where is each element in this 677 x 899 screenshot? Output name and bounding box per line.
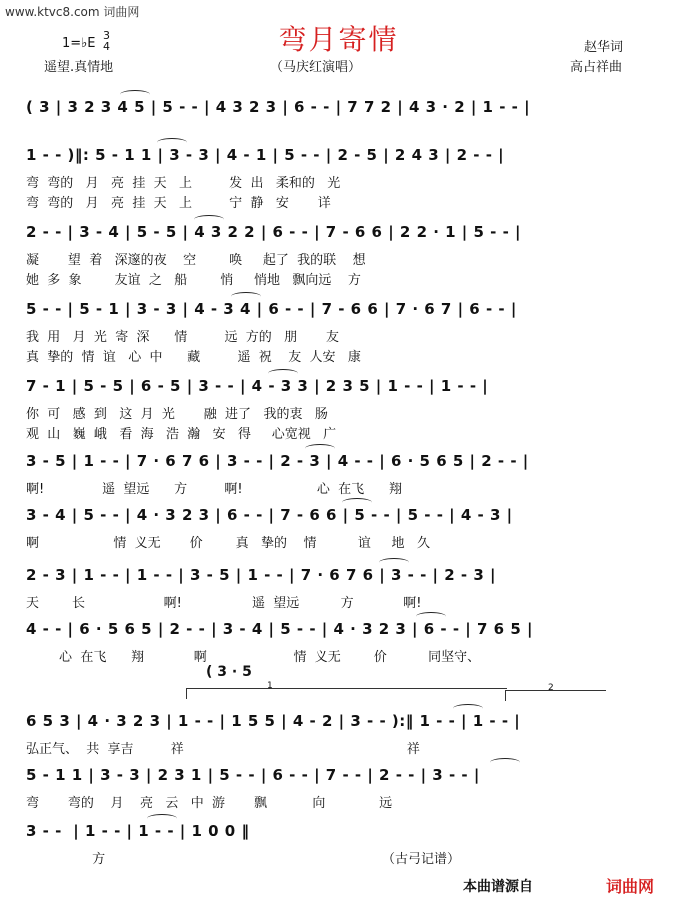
notation-row: 3 - 4 | 5 - - | 4 · 3 2 3 | 6 - - | 7 - 6 6 | 5 - - | 5 - - | 4 - 3 | (26, 506, 513, 524)
notation-row: 6 5 3 | 4 · 3 2 3 | 1 - - | 1 5 5 | 4 - 2 | 3 - - ):‖ 1 - - | 1 - - | (26, 712, 521, 730)
slur-mark (231, 292, 261, 301)
song-title: 弯月寄情 (278, 23, 399, 56)
lyric-line: 啊 情 义无 价 真 挚的 情 谊 地 久 (26, 536, 430, 551)
volta-1-bracket (186, 681, 507, 699)
lyric-line: 天 长 啊! 遥 望远 方 啊! (26, 596, 422, 611)
volta-2-number: 2 (548, 683, 554, 693)
slur-mark (379, 558, 409, 567)
watermark: www.ktvc8.com 词曲网 (5, 5, 140, 19)
lyric-line: 你 可 感 到 这 月 光 融 进了 我的衷 肠 (26, 407, 328, 422)
lyric-line: 弯 弯的 月 亮 挂 天 上 宁 静 安 详 (26, 196, 331, 211)
slur-mark (305, 444, 335, 453)
composer: 高占祥曲 (570, 60, 623, 75)
notation-row: 7 - 1 | 5 - 5 | 6 - 5 | 3 - - | 4 - 3 3 | 2 3 5 | 1 - - | 1 - - | (26, 377, 489, 395)
key-signature: 1=♭E (62, 36, 96, 51)
slur-mark (342, 498, 372, 507)
coda-marker: ( 3 · 5 (206, 664, 252, 680)
performer: （马庆红演唱） (270, 60, 362, 75)
footer-site[interactable]: 词曲网 (606, 877, 655, 896)
notation-row: 3 - - | 1 - - | 1 - - | 1 0 0 ‖ (26, 822, 250, 840)
slur-mark (268, 369, 298, 378)
lyric-line: 弯 弯的 月 亮 挂 天 上 发 出 柔和的 光 (26, 176, 341, 191)
lyric-line: 啊! 遥 望远 方 啊! 心 在飞 翔 (26, 482, 402, 497)
lyric-line: 方 （古弓记谱） (26, 852, 460, 867)
lyric-line: 她 多 象 友谊 之 船 悄 悄地 飘向远 方 (26, 273, 361, 288)
slur-mark (453, 704, 483, 713)
lyric-line: 真 挚的 情 谊 心 中 藏 遥 祝 友 人安 康 (26, 350, 361, 365)
slur-mark (120, 90, 150, 99)
lyric-line: 观 山 巍 峨 看 海 浩 瀚 安 得 心宽视 广 (26, 427, 337, 442)
notation-row: 2 - - | 3 - 4 | 5 - 5 | 4 3 2 2 | 6 - - | 7 - 6 6 | 2 2 · 1 | 5 - - | (26, 223, 522, 241)
notation-row: 5 - 1 1 | 3 - 3 | 2 3 1 | 5 - - | 6 - - | 7 - - | 2 - - | 3 - - | (26, 766, 480, 784)
volta-2-bracket (505, 683, 606, 701)
lyricist: 赵华词 (584, 40, 624, 55)
slur-mark (490, 758, 520, 767)
volta-1-number: 1 (267, 681, 273, 691)
notation-row: 5 - - | 5 - 1 | 3 - 3 | 4 - 3 4 | 6 - - | 7 - 6 6 | 7 · 6 7 | 6 - - | (26, 300, 517, 318)
notation-row: 1 - - )‖: 5 - 1 1 | 3 - 3 | 4 - 1 | 5 - - | 2 - 5 | 2 4 3 | 2 - - | (26, 146, 505, 164)
time-signature (103, 30, 110, 52)
notation-row: 2 - 3 | 1 - - | 1 - - | 3 - 5 | 1 - - | 7 · 6 7 6 | 3 - - | 2 - 3 | (26, 566, 496, 584)
slur-mark (194, 215, 224, 224)
time-denominator: 4 (103, 40, 110, 53)
lyric-line: 我 用 月 光 寄 深 情 远 方的 朋 友 (26, 330, 340, 345)
notation-row: 3 - 5 | 1 - - | 7 · 6 7 6 | 3 - - | 2 - 3 | 4 - - | 6 · 5 6 5 | 2 - - | (26, 452, 529, 470)
lyric-line: 凝 望 着 深邃的夜 空 唤 起了 我的联 想 (26, 253, 366, 268)
time-numerator: 3 (103, 29, 110, 42)
lyric-line: 弘正气、 共 享吉 祥 祥 (26, 742, 420, 757)
slur-mark (147, 814, 177, 823)
slur-mark (157, 138, 187, 147)
tempo-text: 遥望.真情地 (44, 60, 114, 75)
lyric-line: 弯 弯的 月 亮 云 中 游 飘 向 远 (26, 796, 393, 811)
footer-source: 本曲谱源自 (463, 879, 533, 895)
slur-mark (416, 612, 446, 621)
notation-row: ( 3 | 3 2 3 4 5 | 5 - - | 4 3 2 3 | 6 - - | 7 7 2 | 4 3 · 2 | 1 - - | (26, 98, 531, 116)
lyric-line: 心 在飞 翔 啊 情 义无 价 同坚守、 (26, 650, 481, 665)
notation-row: 4 - - | 6 · 5 6 5 | 2 - - | 3 - 4 | 5 - - | 4 · 3 2 3 | 6 - - | 7 6 5 | (26, 620, 533, 638)
